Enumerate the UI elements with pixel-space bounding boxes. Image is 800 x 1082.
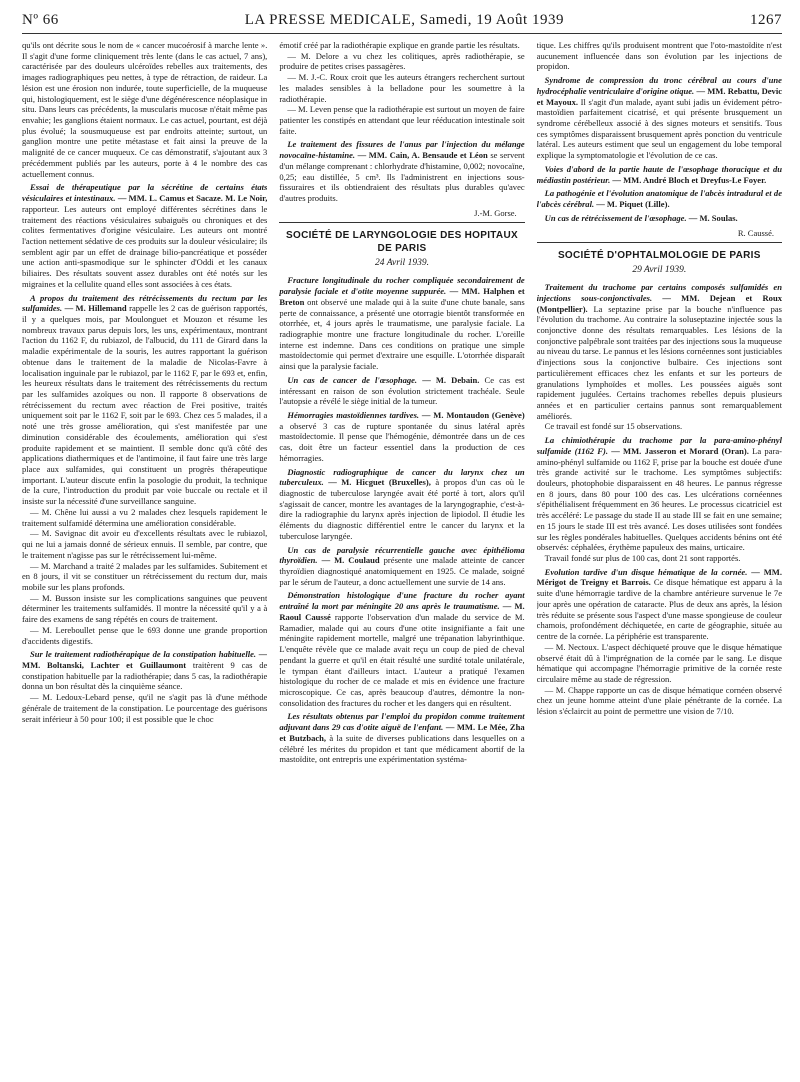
paragraph: Travail fondé sur plus de 100 cas, dont 21 sont rapportés. bbox=[544, 553, 741, 564]
article-authors: — M. Soulas. bbox=[688, 212, 738, 223]
article-authors: — MM. Jasseron et Morard (Oran). bbox=[611, 445, 749, 456]
paragraph: qu'ils ont décrite sous le nom de « cancer mucoérosif à marche lente ». Il s'agit d'une forme cliniquement très lente (dans le cas actuel, 7 ans), caractérisée par des douleurs ulcéroïdes rebelles aux traitements, des images radiographiques peu nettes, à type de rétraction, de raideur. La lésion est une érosion non indurée, toute superficielle, de la muqueuse qui, histologiquement, est le siège d'une dégénérescence néoplasique in situ. Dans leurs cas précédents, la muscularis mucosæ n'était même pas envahie; les ganglions étaient normaux. Le cas actuel, pourtant, est déjà plus évolué; la sousmuqueuse est par endroits atteinte; surtout, un ganglion montre une petite métastase et fait ainsi la preuve de la malignité de ce cancer muqueux. Ce cas démonstratif, s'ajoutant aux 3 précédemment publiés par les auteurs, porte à 4 le nombre des cas actuellement connus. bbox=[22, 40, 268, 179]
signature: J.-M. Gorse. bbox=[474, 207, 517, 218]
column-1 bbox=[22, 40, 267, 1070]
society-heading: SOCIÉTÉ DE LARYNGOLOGIE DES HOPITAUX DE PARIS bbox=[286, 230, 518, 255]
discussion: — M. Delore a vu chez les colitiques, après radiothérapie, se produire de petites crises passagères. bbox=[279, 50, 525, 72]
issue-number: Nº 66 bbox=[22, 12, 59, 28]
discussion: — M. Busson insiste sur les complications sanguines que peuvent déterminer les traitements sulfamidés. Il montre la nécessité qu'il y a à faire des examens de sang répétés en cours de traitement. bbox=[22, 592, 268, 625]
discussion: — M. J.-C. Roux croit que les auteurs étrangers recherchent surtout les malades sensibles à la belladone pour les soumettre à la radiothérapie. bbox=[279, 72, 525, 104]
article bbox=[279, 275, 524, 371]
article-authors: — MM. Halphen et Breton bbox=[279, 286, 525, 307]
article-title: Fracture longitudinale du rocher compliquée secondairement de paralysie faciale et d'otite moyenne suppurée. bbox=[279, 275, 525, 297]
article bbox=[279, 711, 524, 765]
article-authors: — M. Hicguet (Bruxelles), bbox=[328, 477, 431, 488]
session-date: 29 Avril 1939. bbox=[632, 265, 687, 276]
article-authors: — MM. L. Camus et Sacaze. M. Le Noir, bbox=[117, 193, 268, 204]
paragraph: tique. Les chiffres qu'ils produisent montrent que l'oto-mastoïdite n'est aucunement influencée dans son évolution par les injections de propidon. bbox=[536, 40, 782, 72]
article-title: Diagnostic radiographique de cancer du larynx chez un tuberculeux. bbox=[279, 466, 525, 488]
article-authors: — M. Debain. bbox=[422, 374, 480, 385]
article-authors: — MM. Mérigot de Treigny et Barrois. bbox=[536, 566, 782, 588]
article-authors: — MM. André Bloch et Dreyfus-Le Foyer. bbox=[612, 174, 767, 185]
journal-title: LA PRESSE MEDICALE, Samedi, 19 Août 1939 bbox=[244, 12, 564, 28]
divider bbox=[279, 222, 524, 223]
discussion: — M. Leven pense que la radiothérapie est surtout un moyen de faire patienter les constipés en attendant que leur rééducation intestinale soit faite. bbox=[279, 104, 525, 136]
column-2 bbox=[279, 40, 524, 1070]
session-date: 24 Avril 1939. bbox=[375, 258, 429, 269]
article-title: Sur le traitement radiothérapique de la constipation habituelle. bbox=[30, 649, 257, 660]
article bbox=[279, 375, 524, 407]
article bbox=[279, 410, 524, 464]
article-title: Hémorragies mastoïdiennes tardives. bbox=[287, 409, 420, 420]
article-title: Un cas de cancer de l'œsophage. bbox=[287, 374, 418, 385]
running-header bbox=[22, 12, 782, 34]
article-title: A propos du traitement des rétrécissements du rectum par les sulfamides. bbox=[22, 292, 268, 314]
article bbox=[22, 182, 267, 289]
article-body: Ce cas est intéressant en raison de son évolution strictement trachéale. Seule l'autopsie a révélé le siège initial de la tumeur. bbox=[279, 374, 525, 407]
article-title: La pathogénie et l'évolution anatomique de l'abcès intradural et de l'abcès cérébral. bbox=[536, 188, 782, 210]
article-title: La chimiothérapie du trachome par la para-amino-phényl sulfamide (1162 F). bbox=[536, 435, 782, 456]
discussion: — M. Nectoux. L'aspect déchiqueté prouve que le disque hématique observé était dû à l'imprégnation de la cornée par le sang. Le disque hématique qui accompagne l'hémorragie primitive de la cornée reste circulaire même au stade de régression. bbox=[536, 641, 782, 684]
discussion: — M. Ledoux-Lebard pense, qu'il ne s'agit pas là d'une méthode générale de traitement de la constipation. Le pourcentage des guérisons serait inférieur à 50 pour 100; il est possible que le choc bbox=[22, 692, 268, 724]
article bbox=[537, 435, 782, 553]
article-title: Les résultats obtenus par l'emploi du propidon comme traitement adjuvant dans 29 cas d'otite aiguë de l'enfant. bbox=[279, 711, 525, 733]
paragraph: émotif créé par la radiothérapie explique en grande partie les résultats. bbox=[279, 40, 520, 50]
article-body: à propos d'un cas où le diagnostic de tuberculose laryngée avait été porté à tort, alors qu'il s'agissait de cancer, montre les avantages de la laryngographie, c'est-à-dire la radiographie du larynx après injection de lipiodol. Il étudie les éléments du diagnostic différentiel entre le cancer du larynx et la tuberculose laryngée. bbox=[279, 477, 525, 541]
article bbox=[22, 293, 267, 507]
article-body: rapporteur. Les auteurs ont employé différentes sécrétines dans le traitement des réactions vésiculaires subaiguës ou chroniques et des colites fermentatives d'origine vésiculaire. Les auteurs ont montré l'action nettement sédative de ces produits sur la douleur vésiculaire; ils semblent agir par un effet de drainage bilio-pancréatique et posséder une action anti-spasmodique sur le sphincter d'Oddi et les canaux biliaires. Des résultats souvent assez durables ont été notés sur les migraines et la cellulite quand elles sont associées à ces états. bbox=[22, 203, 268, 289]
article-body: Ce disque hématique est apparu à la suite d'une hémorragie tardive de la chambre antérieure survenue le 7e jour après une opération de cataracte. Plus de deux ans après, la lésion très réduite se présente sous l'aspect d'une masse spongieuse de couleur chamois, profondément déchiquetée, en carte de géographie, située au centre de la cornée. La périphérie est transparente. bbox=[536, 577, 782, 642]
article-authors: — MM. Boltanski, Lachter et Guillaumont bbox=[22, 649, 268, 670]
discussion: — M. Lereboullet pense que le 693 donne une grande proportion d'accidents digestifs. bbox=[22, 624, 268, 646]
article-title: Un cas de rétrécissement de l'œsophage. bbox=[544, 212, 687, 223]
article bbox=[22, 649, 267, 692]
article-authors: — M. Hillemand bbox=[64, 303, 127, 314]
article-body: présente une malade atteinte de cancer thyroïdien diagnostiqué anatomiquement en 1925. Ce malade, soigné par le sérum de l'auteur, a donc actuellement une survie de 14 ans. bbox=[279, 555, 525, 587]
article bbox=[537, 567, 782, 642]
article bbox=[279, 467, 524, 542]
discussion: — M. Marchand a traité 2 malades par les sulfamides. Subitement et en 8 jours, il vit se constituer un rétrécissement du rectum dur, mais mobile sur les plans profonds. bbox=[22, 560, 268, 592]
article-title: Le traitement des fissures de l'anus par l'injection du mélange novocaïne-histamine. bbox=[279, 139, 525, 161]
society-heading: SOCIÉTÉ D'OPHTALMOLOGIE DE PARIS bbox=[557, 250, 761, 262]
article-authors: — MM. Le Mée, Zha et Butzbach, bbox=[279, 722, 525, 743]
article-body: rapporte l'observation d'un malade du service de M. Ramadier, malade qui au cours d'une otite insignifiante a fait une méningite rapidement mortelle, malgré une trépanation labyrinthique. L'enquête révèle que ce malade avait reçu un coup de pied de cheval pendant la guerre et qu'il en était résulté une surdité totale unilatérale, le tympan étant d'ailleurs intact. L'auteur a pratiqué l'examen histologique du rocher de ce malade et mis en évidence une fracture microscopique. Ce cas, après beaucoup d'autres, démontre la non-consolidation des fractures du rocher et les dangers qui en résultent. bbox=[279, 611, 525, 708]
divider bbox=[537, 242, 782, 243]
discussion: — M. Savignac dit avoir eu d'excellents résultats avec le rubiazol, qui ne lui a jamais donné de sérieux ennuis. Il semble, par contre, que le traitement n'agisse pas sur le rétrécissement lui-même. bbox=[22, 528, 268, 560]
article-body: a observé 3 cas de rupture spontanée du sinus latéral après mastoïdectomie. Il pense que l'hémogénie, démontrée dans un de ces cas, doit être un facteur essentiel dans la production de ces hémorragies. bbox=[279, 420, 525, 463]
signature: R. Caussé. bbox=[737, 227, 774, 238]
article-body: Il s'agit d'un malade, ayant subi jadis un évidement pétro-mastoïdien parfaitement cicatrisé, et qui présente brusquement un syndrome cérébelleux associé à des signes moteurs et sensitifs. Tous ces symptômes disparaissent brusquement après ponction du ventricule latéral. Les auteurs estiment que seul un engagement du lobe temporal explique la symptomatologie et l'évolution de ce cas. bbox=[536, 96, 782, 161]
article-title: Essai de thérapeutique par la sécrétine de certains états vésiculaires et intestinaux. bbox=[22, 182, 268, 204]
article bbox=[279, 545, 524, 588]
discussion: — M. Chappe rapporte un cas de disque hématique cornéen observé chez un jeune homme atteint d'une plaie pénétrante de la cornée. La lésion s'éclaircit au point de permettre une vision de 7/10. bbox=[536, 684, 782, 717]
article-body: La septazine prise par la bouche n'influence pas l'évolution du trachome. Au contraire la soluseptazine injectée sous la conjonctive donne des résultats remarquables. Les lésions de la conjonctive palpébrale sont traitées par des injections sous la muqueuse au niveau du tarse. Le pannus et les lésions cornéennes sont justiciables d'injections sous la conjonctive bulbaire. Ces injections sont particulièrement efficaces chez les enfants et sur les porteurs de granulations lymphoïdes et molles. Les poussées aiguës sont rapidement jugulées. Certains trachomes rebelles depuis plusieurs années et en particulier certains pannus sont remarquablement améliorés. bbox=[536, 303, 782, 421]
article-body: ont observé une malade qui à la suite d'une chute banale, sans perte de connaissance, a présenté une otorragie bientôt transformée en otorrhée, et, 4 jours après le traumatisme, une paralysie faciale. La radiographie montre une fracture longitudinale du rocher. L'oreille interne est indemne. Dans ces conditions on pratique une simple mastoïdectomie qui permet d'extraire une esquille. L'otorrhée disparaît ainsi que la paralysie faciale. bbox=[279, 296, 525, 372]
article-title: Evolution tardive d'un disque hématique de la cornée. bbox=[544, 566, 748, 577]
article-title: Un cas de paralysie récurrentielle gauche avec épithélioma thyroïdien. bbox=[279, 544, 525, 566]
article-title: Syndrome de compression du tronc cérébral au cours d'une hydrocéphalie ventriculaire d'origine otique. bbox=[536, 75, 782, 96]
column-3 bbox=[537, 40, 782, 1070]
article-body: rappelle les 2 cas de guérison rapportés, il y a quelques mois, par Moulonguet et Mouzon et résume les nombreux travaux parus depuis lors, les uns, expérimentaux, montrant l'action du 1162 F, du rubiazol, de l'albucid, du 111 de Girard dans la maladie expérimentale de la souris, les autres rapportant la guérison obtenue dans le traitement de la maladie de Nicolas-Favre à localisation inguinale par le rubiazol, par le 1162 F, par le 693 et, enfin, les heureux résultats dans le traitement des rétrécissements du rectum par les sulfamides azoïques ou non. Il rapporte 8 observations de rétrécissement du rectum avec réaction de Frei positive, traités uniquement soit par le 1162 F, soit par le 693. Chez ces 5 malades, il a noté une très grosse amélioration, qui s'est manifestée par une diminution considérable des écoulements, amélioration qui s'est produite rapidement et se maintient. Il semble donc qu'à côté des applications diathermiques et de l'antimoine, il faut faire une très large place aux sulfamides, qui constituent un progrès thérapeutique important. L'auteur discute enfin la posologie du produit, la technique de la cure, l'introduction du produit par voie buccale ou rectale et il insiste sur la nécessité d'une surveillance sanguine. bbox=[22, 303, 268, 507]
article-title: Traitement du trachome par certains composés sulfamidés en injections sous-conjonctivales. bbox=[536, 282, 782, 303]
article-body: traitèrent 9 cas de constipation habituelle par la radiothérapie; dans 5 cas, la radiothérapie donna un bon résultat dès la cinquième séance. bbox=[22, 659, 268, 692]
paragraph: Ce travail est fondé sur 15 observations. bbox=[544, 421, 683, 432]
article-authors: — M. Piquet (Lille). bbox=[596, 199, 670, 210]
article bbox=[537, 164, 782, 185]
columns bbox=[22, 40, 782, 1070]
article-authors: — M. Montaudon (Genève) bbox=[421, 409, 525, 420]
article-body: à la suite de diverses publications dans lesquelles on a célébré les mérites du propidon et tant que médicament abortif de la mastoïdite, ont entrepris une expérimentation systéma- bbox=[279, 732, 525, 765]
article-authors: — MM. Cain, A. Bensaude et Léon bbox=[357, 150, 488, 161]
article bbox=[279, 590, 524, 708]
article-body: se servent d'un mélange comprenant : chlorhydrate d'histamine, 0,002; novocaïne, 0,25; eau distillée, 5 cm³. Ils l'administrent en injections sous-fissuraires et ils obtiendraient des résultats plus durables qu'avec d'autres produits. bbox=[279, 150, 525, 204]
article-authors: — M. Raoul Caussé bbox=[279, 601, 525, 622]
article bbox=[537, 282, 782, 421]
discussion: — M. Chêne lui aussi a vu 2 malades chez lesquels rapidement le traitement sulfamidé détermina une amélioration considérable. bbox=[22, 506, 268, 528]
article-title: Démonstration histologique d'une fracture du rocher ayant entraîné la mort par méningite 20 ans après le traumatisme. bbox=[279, 590, 525, 612]
article-title: Voies d'abord de la partie haute de l'œsophage thoracique et du médiastin postérieur. bbox=[536, 163, 782, 185]
article-authors: — MM. Rebattu, Devic et Mayoux. bbox=[536, 85, 782, 107]
article-authors: — M. Coulaud bbox=[321, 555, 380, 566]
page-number: 1267 bbox=[750, 12, 782, 28]
article-authors: — MM. Dejean et Roux (Montpellier). bbox=[536, 292, 782, 314]
article bbox=[537, 75, 782, 161]
article bbox=[279, 139, 524, 203]
article-body: La para-amino-phényl sulfamide ou 1162 F, prise par la bouche est douée d'une très grande activité sur le trachome. Les symptômes subjectifs: douleurs, photophobie disparaissent en 48 heures. Le pannus régresse en 8 jours, dans 80 pour 100 des cas. Les ulcérations cornéennes s'épithélialisent fréquemment en 36 heures. Le processus cicatriciel est très accéléré: Le passage du stade II au stade III se fait en une semaine; en 15 jours le stade III est très avancé. Les doses utilisées sont fondées sur les règles pondérales habituelles. Quelques accidents bénins ont été observés: céphalées, érythème papuleux des mains, urticaire. bbox=[536, 445, 782, 553]
article bbox=[537, 213, 782, 224]
article bbox=[537, 188, 782, 209]
